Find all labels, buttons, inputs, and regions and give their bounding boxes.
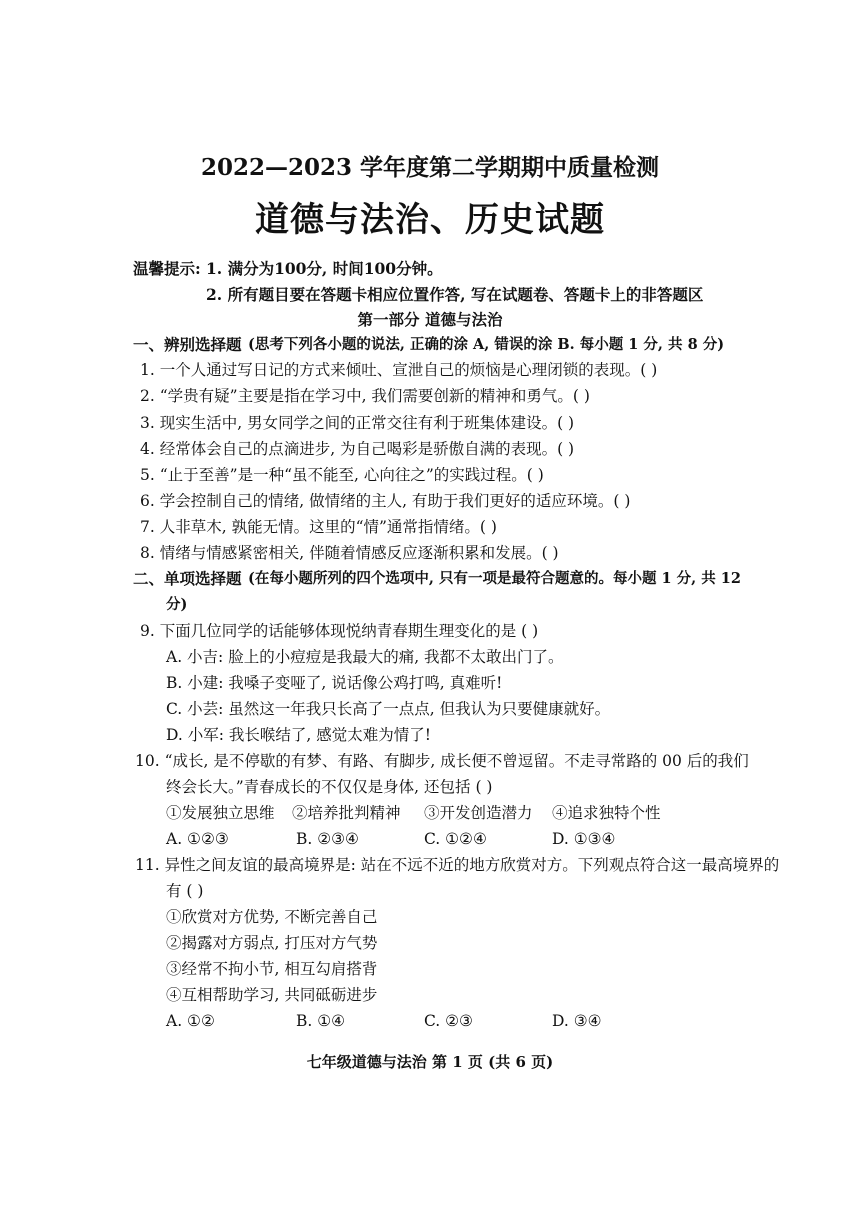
tips-line-1: 1. 满分为100分, 时间100分钟。 xyxy=(206,259,443,278)
question-10-option-c: C. ①②④ xyxy=(424,830,487,848)
question-10-item-1: ①发展独立思维 xyxy=(166,804,275,822)
section-1-heading: 一、辨别选择题 xyxy=(133,335,242,354)
question-4: 4. 经常体会自己的点滴进步, 为自己喝彩是骄傲自满的表现。( ) xyxy=(140,440,575,458)
question-5: 5. “止于至善”是一种“虽不能至, 心向往之”的实践过程。( ) xyxy=(140,466,544,484)
question-11-option-a: A. ①② xyxy=(166,1012,215,1030)
section-1-note: (思考下列各小题的说法, 正确的涂 A, 错误的涂 B. 每小题 1 分, 共 8 分) xyxy=(248,336,725,353)
question-3: 3. 现实生活中, 男女同学之间的正常交往有利于班集体建设。( ) xyxy=(140,414,575,432)
question-11-item-1: ①欣赏对方优势, 不断完善自己 xyxy=(166,908,378,926)
question-10-option-d: D. ①③④ xyxy=(552,830,616,848)
question-9-stem: 9. 下面几位同学的话能够体现悦纳青春期生理变化的是 ( ) xyxy=(140,622,539,640)
section-2-heading: 二、单项选择题 xyxy=(133,569,242,588)
question-6: 6. 学会控制自己的情绪, 做情绪的主人, 有助于我们更好的适应环境。( ) xyxy=(140,492,631,510)
section-2-note-cont: 分) xyxy=(166,596,188,613)
question-10-item-4: ④追求独特个性 xyxy=(552,804,661,822)
question-11-stem-cont: 有 ( ) xyxy=(166,882,204,900)
question-10-stem: 10. “成长, 是不停歇的有梦、有路、有脚步, 成长便不曾逗留。不走寻常路的 00 后的我们 xyxy=(135,752,749,770)
question-2: 2. “学贵有疑”主要是指在学习中, 我们需要创新的精神和勇气。( ) xyxy=(140,387,590,405)
question-10-item-2: ②培养批判精神 xyxy=(292,804,401,822)
tips-line-2: 2. 所有题目要在答题卡相应位置作答, 写在试题卷、答题卡上的非答题区 xyxy=(206,285,704,304)
question-10-item-3: ③开发创造潜力 xyxy=(424,804,533,822)
question-9-option-a: A. 小吉: 脸上的小痘痘是我最大的痛, 我都不太敢出门了。 xyxy=(166,648,564,666)
question-10-stem-cont: 终会长大。”青春成长的不仅仅是身体, 还包括 ( ) xyxy=(166,778,493,796)
question-11-item-4: ④互相帮助学习, 共同砥砺进步 xyxy=(166,986,378,1004)
question-11-option-c: C. ②③ xyxy=(424,1012,473,1030)
question-9-option-d: D. 小军: 我长喉结了, 感觉太难为情了! xyxy=(166,726,431,744)
question-9-option-b: B. 小建: 我嗓子变哑了, 说话像公鸡打鸣, 真难听! xyxy=(166,674,503,692)
question-7: 7. 人非草木, 孰能无情。这里的“情”通常指情绪。( ) xyxy=(140,518,497,536)
tips-label: 温馨提示: xyxy=(133,259,201,278)
question-1: 1. 一个人通过写日记的方式来倾吐、宣泄自己的烦恼是心理闭锁的表现。( ) xyxy=(140,361,658,379)
question-11-option-b: B. ①④ xyxy=(296,1012,346,1030)
subject-title: 道德与法治、历史试题 xyxy=(255,200,605,240)
question-10-option-a: A. ①②③ xyxy=(166,830,229,848)
question-9-option-c: C. 小芸: 虽然这一年我只长高了一点点, 但我认为只要健康就好。 xyxy=(166,700,611,718)
section-2-note: (在每小题所列的四个选项中, 只有一项是最符合题意的。每小题 1 分, 共 12 xyxy=(248,570,741,587)
question-11-stem: 11. 异性之间友谊的最高境界是: 站在不远不近的地方欣赏对方。下列观点符合这一最高境界的 xyxy=(135,856,780,874)
question-10-option-b: B. ②③④ xyxy=(296,830,359,848)
question-11-item-2: ②揭露对方弱点, 打压对方气势 xyxy=(166,934,378,952)
question-11-item-3: ③经常不拘小节, 相互勾肩搭背 xyxy=(166,960,378,978)
page-footer: 七年级道德与法治 第 1 页 (共 6 页) xyxy=(306,1053,554,1071)
question-11-option-d: D. ③④ xyxy=(552,1012,602,1030)
question-8: 8. 情绪与情感紧密相关, 伴随着情感反应逐渐积累和发展。( ) xyxy=(140,544,559,562)
part-title: 第一部分 道德与法治 xyxy=(357,310,503,329)
exam-title: 2022—2023 学年度第二学期期中质量检测 xyxy=(200,154,660,181)
